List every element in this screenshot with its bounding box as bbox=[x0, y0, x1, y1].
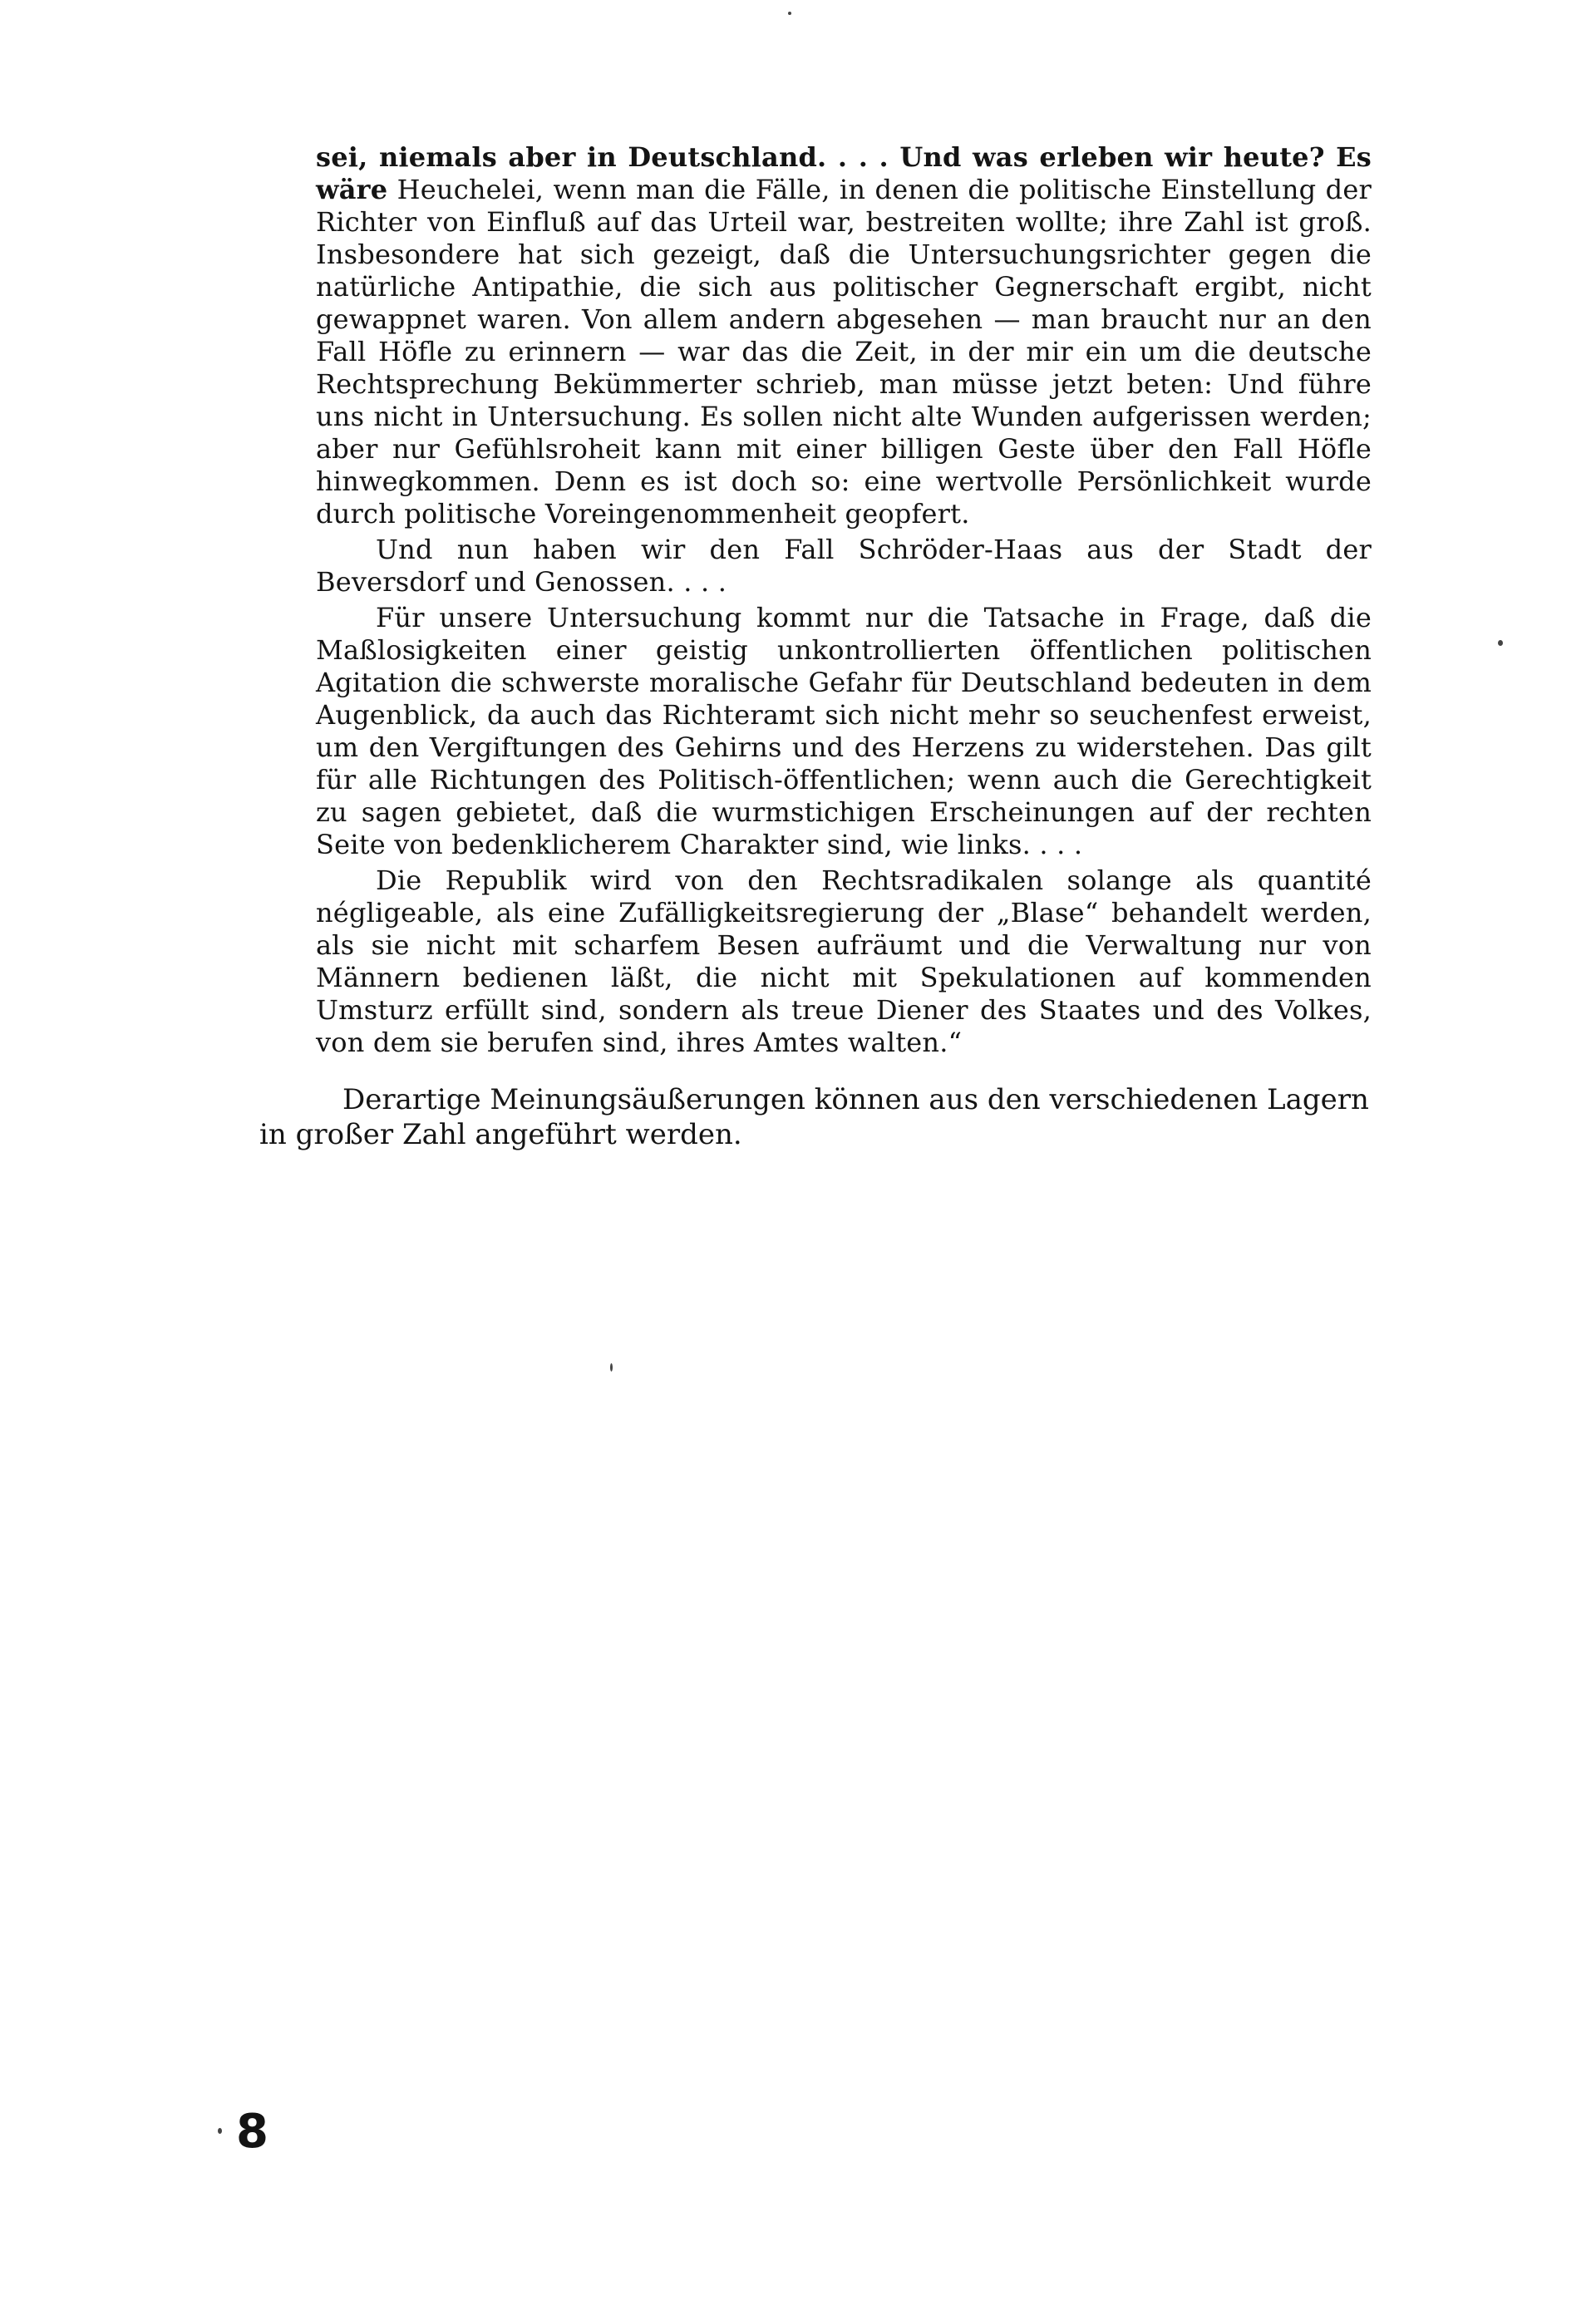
paragraph-4-body: Die Republik wird von den Rechtsradikalen solange als quantité négligeable, als eine Zufälligkeitsregierung der „Blase“ behandelt werden, als sie nicht mit scharfem Besen aufräumt und die Verwaltung nur von Männern bedienen läßt, die nicht mit Spekulationen auf kommenden Umsturz erfüllt sind, sondern als treue Diener des Staates und des Volkes, von dem sie berufen sind, ihres Amtes walten.“ bbox=[316, 864, 1372, 1058]
paragraph-3 bbox=[316, 602, 1372, 861]
paper-speck bbox=[788, 12, 791, 15]
paper-speck bbox=[1498, 640, 1503, 646]
paragraph-2 bbox=[316, 534, 1372, 598]
paper-speck bbox=[610, 1363, 613, 1372]
paragraph-1 bbox=[316, 141, 1372, 530]
page-number: 8 bbox=[236, 2105, 268, 2159]
paragraph-4 bbox=[316, 864, 1372, 1059]
closing-paragraph: Derartige Meinungsäußerungen können aus den verschiedenen Lagern in großer Zahl angeführt werden. bbox=[259, 1083, 1369, 1151]
paragraph-1-lead: sei, niemals aber in Deutschland. . . . Und was erleben wir heute? Es wäre bbox=[316, 141, 1372, 205]
paragraph-2-body: Und nun haben wir den Fall Schröder-Haas aus der Stadt der Beversdorf und Genossen. . . . bbox=[316, 534, 1372, 598]
paragraph-3-body: Für unsere Untersuchung kommt nur die Tatsache in Frage, daß die Maßlosigkeiten einer geistig unkontrollierten öffentlichen politischen Agitation die schwerste moralische Gefahr für Deutschland bedeuten in dem Augenblick, da auch das Richteramt sich nicht mehr so seuchenfest erweist, um den Vergiftungen des Gehirns und des Herzens zu widerstehen. Das gilt für alle Richtungen des Politisch-öffentlichen; wenn auch die Gerechtigkeit zu sagen gebietet, daß die wurmstichigen Erscheinungen auf der rechten Seite von bedenklicherem Charakter sind, wie links. . . . bbox=[316, 602, 1372, 860]
quoted-passage bbox=[316, 141, 1372, 1059]
paragraph-1-body: Heuchelei, wenn man die Fälle, in denen die politische Einstellung der Richter von Einfluß auf das Urteil war, bestreiten wollte; ihre Zahl ist groß. Insbesondere hat sich gezeigt, daß die Untersuchungsrichter gegen die natürliche Antipathie, die sich aus politischer Gegnerschaft ergibt, nicht gewappnet waren. Von allem andern abgesehen — man braucht nur an den Fall Höfle zu erinnern — war das die Zeit, in der mir ein um die deutsche Rechtsprechung Bekümmerter schrieb, man müsse jetzt beten: Und führe uns nicht in Untersuchung. Es sollen nicht alte Wunden aufgerissen werden; aber nur Gefühlsroheit kann mit einer billigen Geste über den Fall Höfle hinwegkommen. Denn es ist doch so: eine wertvolle Persönlichkeit wurde durch politische Voreingenommenheit geopfert. bbox=[316, 174, 1372, 530]
paper-speck bbox=[218, 2128, 222, 2134]
